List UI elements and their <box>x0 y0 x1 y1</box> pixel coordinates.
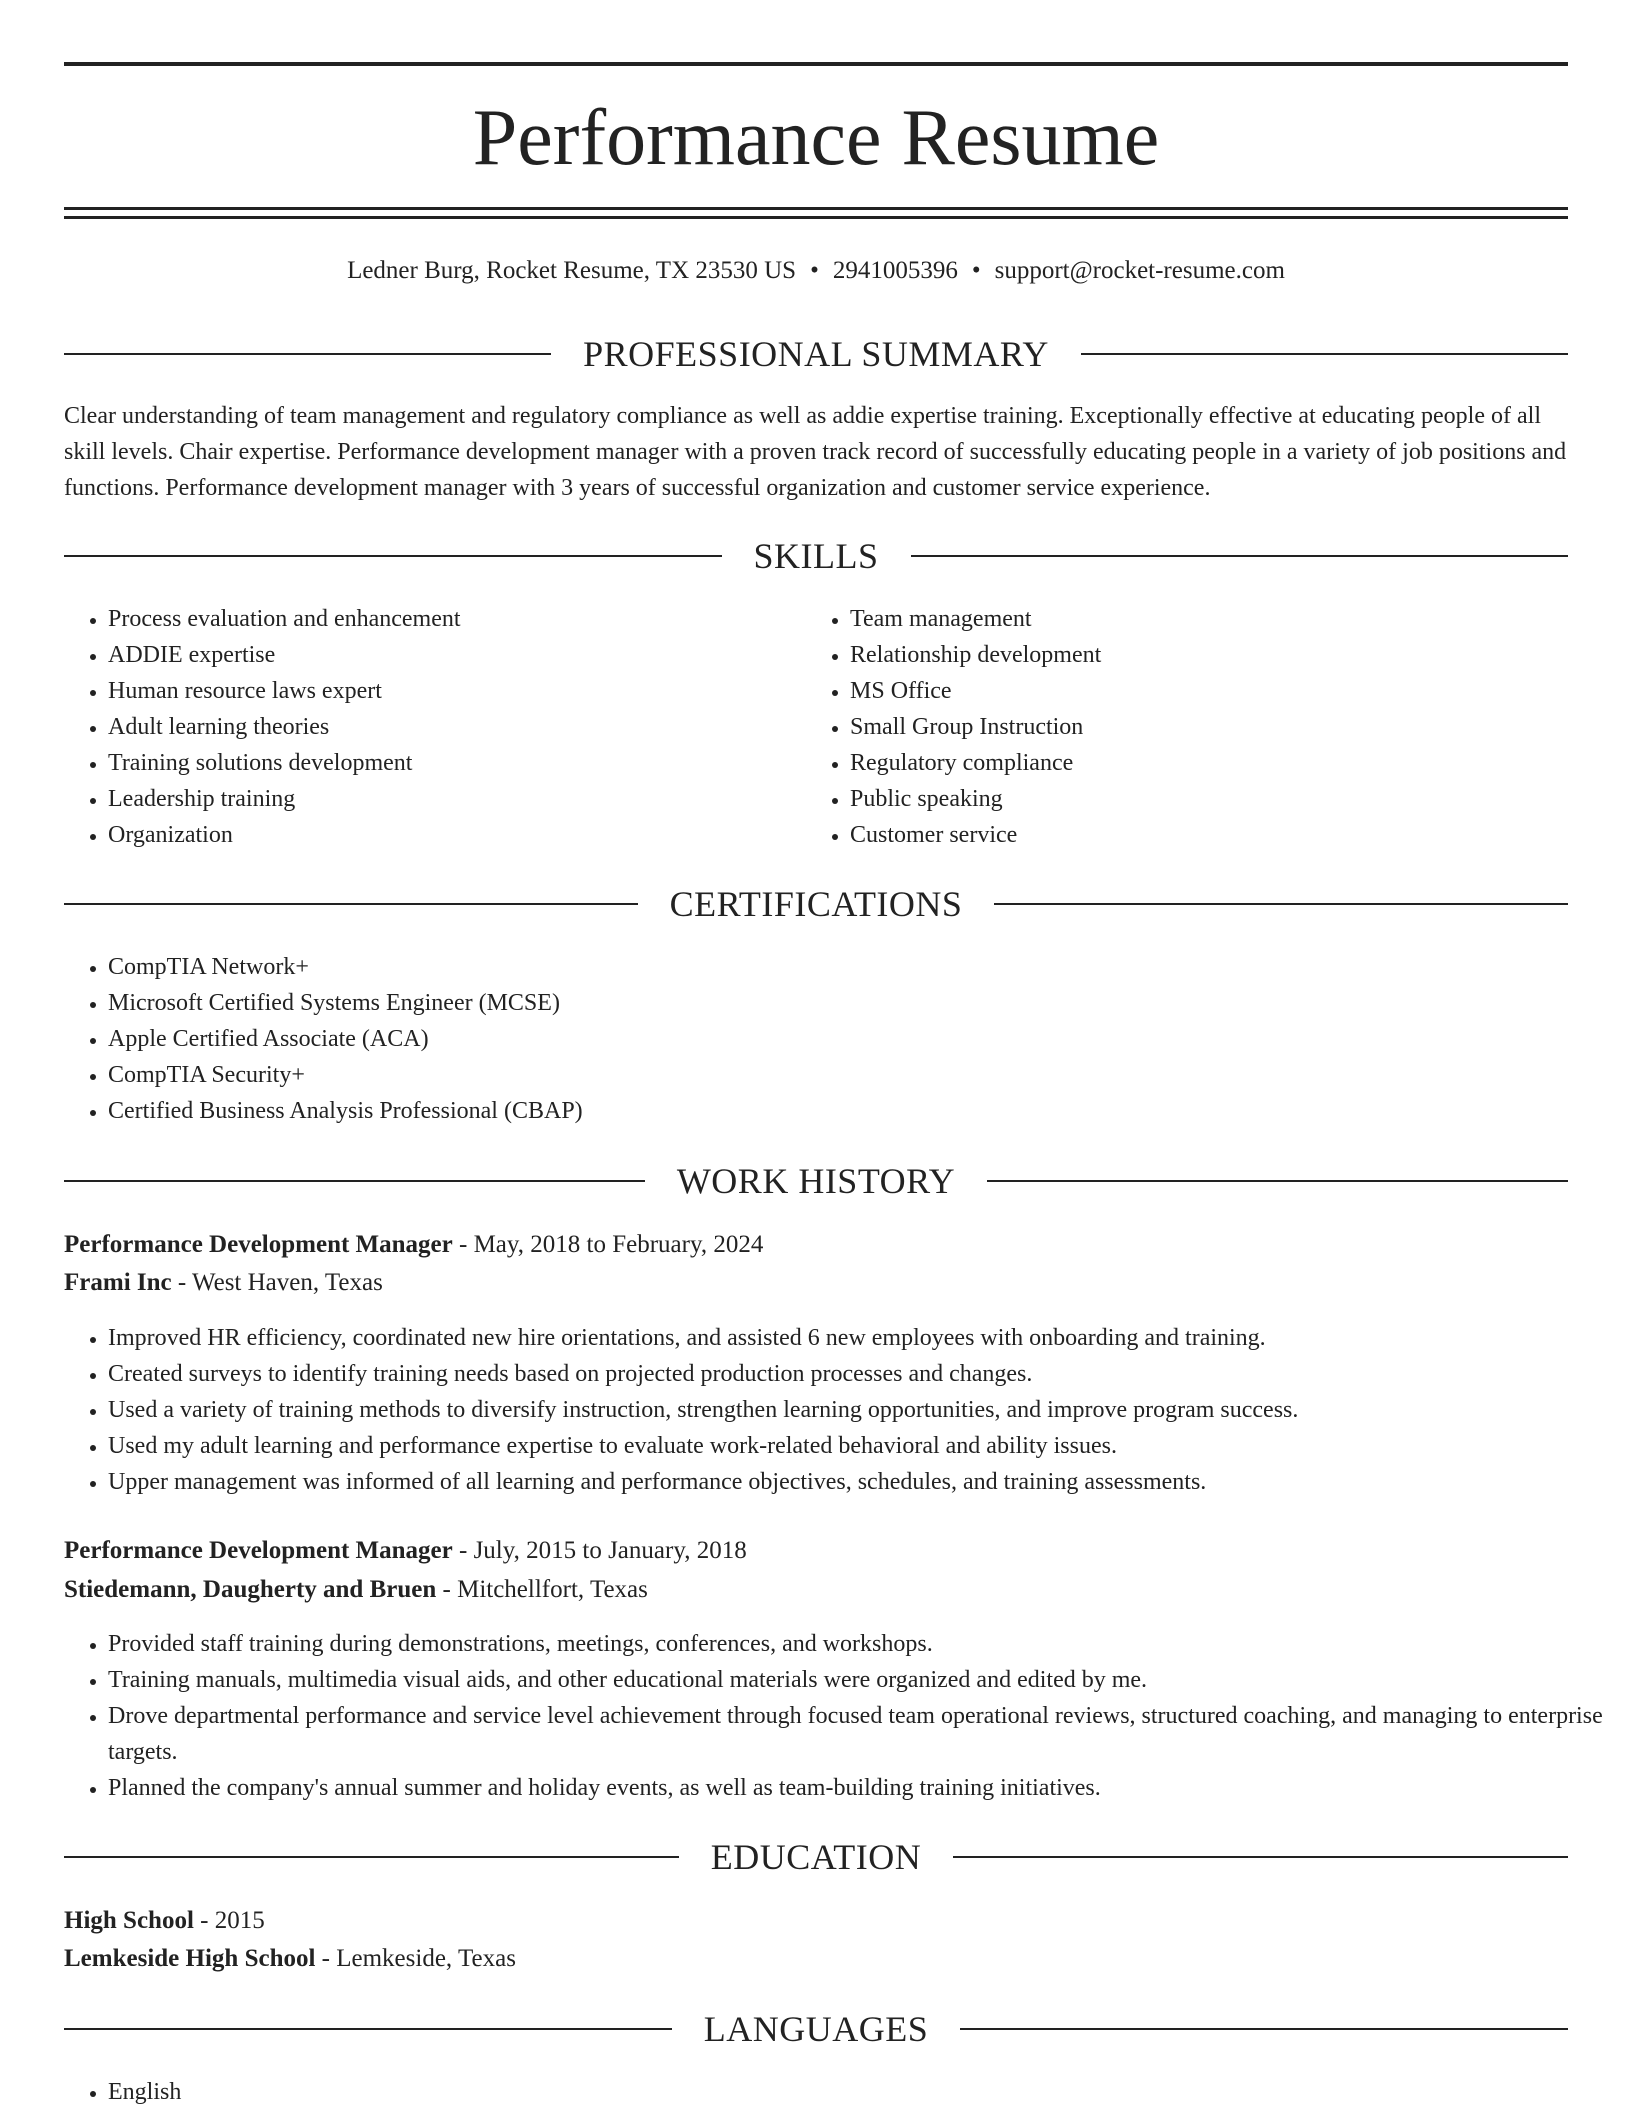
job-dates: - May, 2018 to February, 2024 <box>452 1231 764 1258</box>
job-company: Stiedemann, Daugherty and Bruen <box>64 1576 437 1603</box>
job-title-line <box>64 1226 1568 1264</box>
section-heading-label: WORK HISTORY <box>676 1161 956 1201</box>
job-bullet: • Improved HR efficiency, coordinated new hire orientations, and assisted 6 new employees with onboarding and training. <box>108 1320 1612 1356</box>
top-rule <box>64 62 1568 66</box>
heading-rule <box>1081 353 1568 355</box>
contact-separator: • <box>810 257 819 284</box>
education-year: - 2015 <box>193 1907 265 1934</box>
job-title-line <box>64 1532 1568 1570</box>
job-location: - Mitchellfort, Texas <box>436 1576 648 1603</box>
job-title: Performance Development Manager <box>64 1231 453 1258</box>
job-bullet: • Upper management was informed of all learning and performance objectives, schedules, and training assessments. <box>108 1464 1612 1500</box>
skill-item: • Public speaking <box>850 781 1550 817</box>
certification-item: • Certified Business Analysis Professional (CBAP) <box>108 1093 1508 1129</box>
heading-rule <box>64 555 722 557</box>
certification-item: • Microsoft Certified Systems Engineer (MCSE) <box>108 985 1508 1021</box>
contact-phone: 2941005396 <box>832 257 958 284</box>
contact-line <box>64 254 1568 288</box>
section-heading-label: PROFESSIONAL SUMMARY <box>583 334 1049 374</box>
heading-rule <box>960 2028 1568 2030</box>
certification-item: • CompTIA Network+ <box>108 949 1508 985</box>
section-heading-label: LANGUAGES <box>703 2009 929 2049</box>
job-company-line <box>64 1264 1568 1302</box>
title-rule-upper <box>64 207 1568 210</box>
job-company: Frami Inc <box>64 1269 172 1296</box>
heading-rule <box>987 1180 1568 1182</box>
section-heading-label: SKILLS <box>753 536 879 576</box>
section-heading-work <box>64 1159 1568 1203</box>
language-item: • English <box>108 2074 708 2110</box>
skills-list-right <box>806 601 1550 853</box>
languages-list <box>64 2074 708 2110</box>
skill-item: • Team management <box>850 601 1550 637</box>
skill-item: • Organization <box>108 817 808 853</box>
section-heading-label: EDUCATION <box>710 1837 922 1877</box>
heading-rule <box>953 1856 1568 1858</box>
title-rule-lower <box>64 216 1568 219</box>
skill-item: • ADDIE expertise <box>108 637 808 673</box>
certification-item: • CompTIA Security+ <box>108 1057 1508 1093</box>
education-degree-line <box>64 1902 1568 1940</box>
section-heading-skills <box>64 534 1568 578</box>
skill-item: • MS Office <box>850 673 1550 709</box>
job-title: Performance Development Manager <box>64 1537 453 1564</box>
certifications-list <box>64 949 1508 1129</box>
summary-text: Clear understanding of team management and regulatory compliance as well as addie expertise training. Exceptionally effective at educating people of all skill levels. Chair expertise. Performance development manager with a proven track record of successfully educating people in a variety of job positions and functions. Performance development manager with 3 years of successful organization and customer service experience. <box>64 403 1567 501</box>
skill-item: • Human resource laws expert <box>108 673 808 709</box>
heading-rule <box>64 1856 679 1858</box>
heading-rule <box>64 1180 645 1182</box>
skill-item: • Training solutions development <box>108 745 808 781</box>
skill-item: • Relationship development <box>850 637 1550 673</box>
skill-item: • Customer service <box>850 817 1550 853</box>
certification-item: • Apple Certified Associate (ACA) <box>108 1021 1508 1057</box>
job-bullet: • Created surveys to identify training needs based on projected production processes and changes. <box>108 1356 1612 1392</box>
education-school: Lemkeside High School <box>64 1945 316 1972</box>
section-heading-summary <box>64 332 1568 376</box>
section-heading-certifications <box>64 882 1568 926</box>
heading-rule <box>994 903 1568 905</box>
contact-address: Ledner Burg, Rocket Resume, TX 23530 US <box>347 257 797 284</box>
education-degree: High School <box>64 1907 194 1934</box>
heading-rule <box>64 353 551 355</box>
job-dates: - July, 2015 to January, 2018 <box>452 1537 747 1564</box>
job-bullet: • Drove departmental performance and service level achievement through focused team operational reviews, structured coaching, and managing to enterprise targets. <box>108 1698 1612 1770</box>
section-heading-label: CERTIFICATIONS <box>669 884 963 924</box>
job-bullet: • Provided staff training during demonstrations, meetings, conferences, and workshops. <box>108 1626 1612 1662</box>
skill-item: • Regulatory compliance <box>850 745 1550 781</box>
section-heading-languages <box>64 2007 1568 2051</box>
section-heading-education <box>64 1835 1568 1879</box>
skill-item: • Small Group Instruction <box>850 709 1550 745</box>
contact-separator: • <box>971 257 981 284</box>
job-bullets <box>64 1320 1612 1500</box>
job-location: - West Haven, Texas <box>171 1269 383 1296</box>
heading-rule <box>64 2028 672 2030</box>
job-bullets <box>64 1626 1612 1806</box>
skill-item: • Adult learning theories <box>108 709 808 745</box>
resume-title: Performance Resume <box>472 94 1160 182</box>
skill-item: • Process evaluation and enhancement <box>108 601 808 637</box>
job-bullet: • Training manuals, multimedia visual aids, and other educational materials were organized and edited by me. <box>108 1662 1612 1698</box>
job-bullet: • Used a variety of training methods to diversify instruction, strengthen learning opportunities, and improve program success. <box>108 1392 1612 1428</box>
contact-email: support@rocket-resume.com <box>994 257 1285 284</box>
job-bullet: • Planned the company's annual summer and holiday events, as well as team-building training initiatives. <box>108 1770 1612 1806</box>
skill-item: • Leadership training <box>108 781 808 817</box>
heading-rule <box>911 555 1569 557</box>
heading-rule <box>64 903 638 905</box>
job-company-line <box>64 1571 1568 1609</box>
education-location: - Lemkeside, Texas <box>315 1945 516 1972</box>
job-bullet: • Used my adult learning and performance expertise to evaluate work-related behavioral and ability issues. <box>108 1428 1612 1464</box>
education-school-line <box>64 1940 1568 1978</box>
skills-list-left <box>64 601 808 853</box>
